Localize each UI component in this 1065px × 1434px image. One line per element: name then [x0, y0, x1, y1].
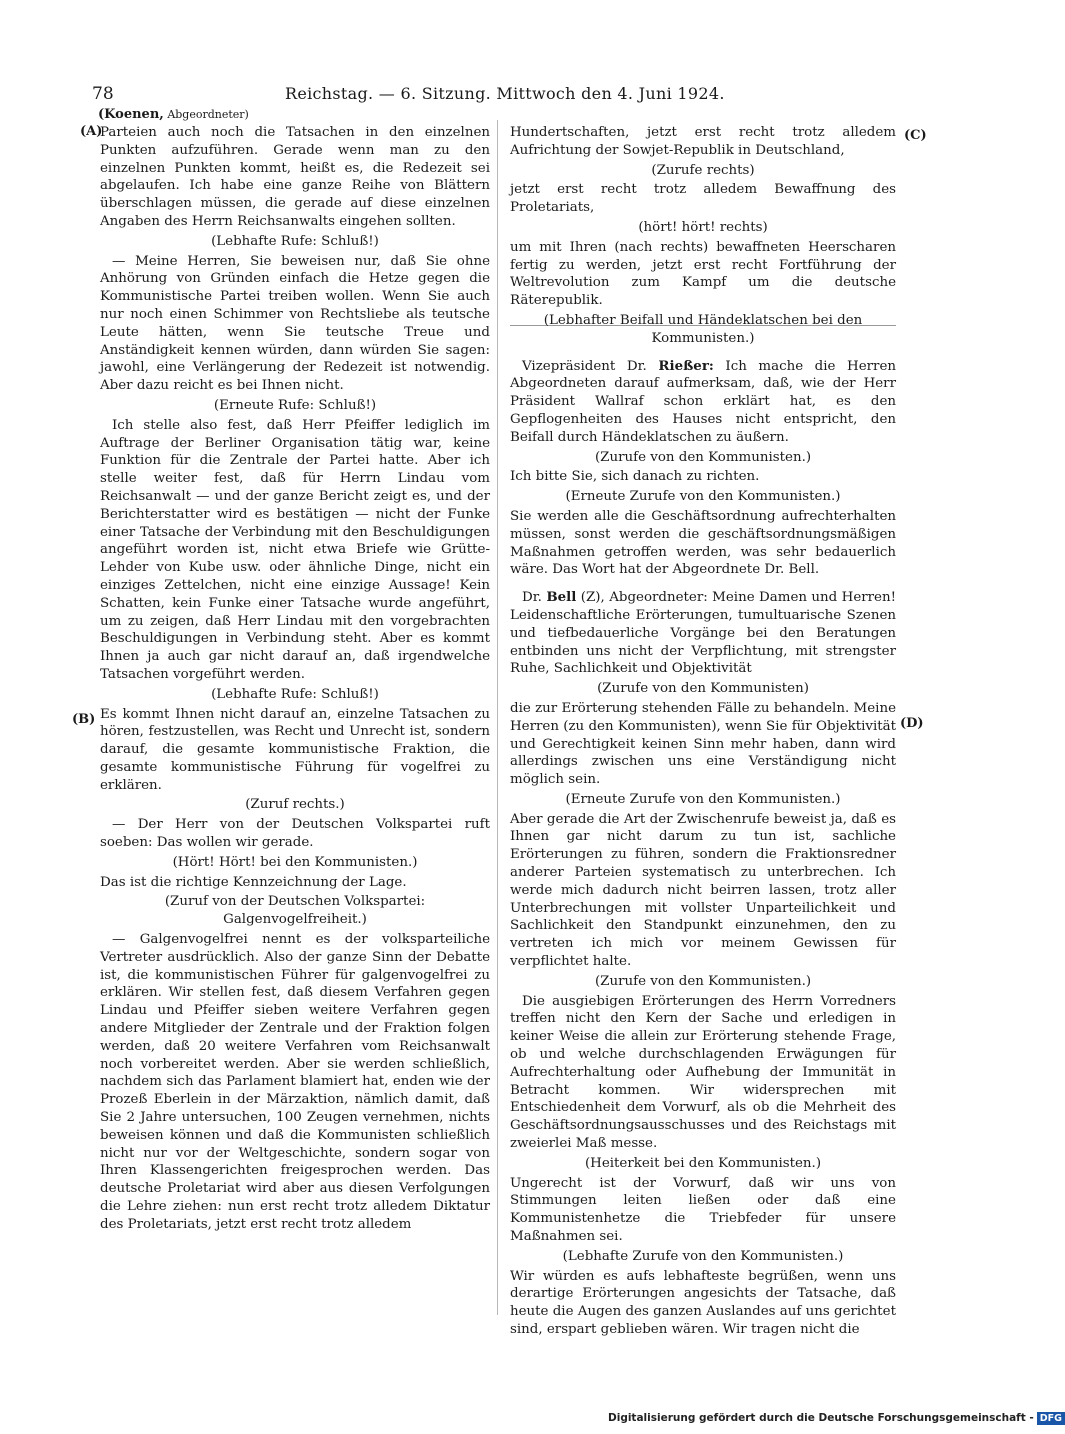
paragraph: Aber gerade die Art der Zwischenrufe beweist ja, daß es Ihnen gar nicht darum zu tun ist, sachliche Erörterungen zu führen, sondern die Fraktionsredner anderer Parteien systematisch zu unterbrechen. Ich werde mich dadurch nicht beirren lassen, trotz aller Unterbrechungen mit vollster Unparteilichkeit und Sachlichkeit den Standpunkt einzunehmen, den zu vertreten ich mich vor meinem Gewissen für verpflichtet halte. [510, 811, 896, 970]
speech-vice-president [510, 358, 896, 447]
speaker-name: Bell [546, 589, 577, 606]
page-header [92, 84, 900, 108]
interjection: (Heiterkeit bei den Kommunisten.) [584, 1155, 822, 1171]
interjection: (Erneute Zurufe von den Kommunisten.) [565, 791, 841, 807]
right-column [510, 124, 896, 1339]
interjection: (Zurufe von den Kommunisten.) [594, 973, 812, 989]
speech-text: Ich mache die Herren Abgeordneten darauf aufmerksam, daß, wie der Herr Präsident Wallraf schon erklärt hat, es den Gepflogenheiten des Hauses nicht entspricht, den Beifall durch Händeklatschen zu äußern. [510, 358, 896, 445]
interjection: (Zurufe von den Kommunisten) [597, 681, 809, 697]
paragraph: jetzt erst recht trotz alledem Bewaffnung des Proletariats, [510, 182, 896, 216]
paragraph: Hundertschaften, jetzt erst recht trotz alledem Aufrichtung der Sowjet-Republik in Deutschland, [510, 125, 896, 158]
margin-marker-a: (A) [80, 124, 103, 139]
paragraph: Ich stelle also fest, daß Herr Pfeiffer lediglich im Auftrage der Berliner Organisation tätig war, keine Funktion für die Zentrale der Partei hatte. Aber ich stelle weiter fest, daß für Herrn Lindau vom Reichsanwalt — und der ganze Bericht zeigt es, und der Berichterstatter wird es bestätigen — nicht der Funke einer Tatsache der Verbindung mit den Beschuldigungen angeführt worden ist, nicht etwa Briefe wie Grütte-Lehder von Kube usw. oder ähnliche Dinge, nicht ein einziges Zettelchen, nicht eine einzige Aussage! Kein Schatten, kein Funke einer Tatsache wurde angeführt, um zu zeigen, daß Herr Lindau mit den vorgebrachten Beschuldigungen in Verbindung steht. Aber es kommt Ihnen ja auch gar nicht darauf an, daß irgendwelche Tatsachen vorgeführt werden. [100, 417, 490, 682]
interjection: (Zuruf von der Deutschen Volkspartei: Galgenvogelfreiheit.) [164, 894, 426, 928]
paragraph: die zur Erörterung stehenden Fälle zu behandeln. Meine Herren (zu den Kommunisten), wenn Sie für Objektivität und Gerechtigkeit keinen Sinn mehr haben, dann wird allerdings zwischen uns eine Verständigung nicht möglich sein. [510, 700, 896, 788]
speaker-role: Abgeordneter) [167, 108, 249, 121]
speaker-continuation [98, 107, 249, 122]
paragraph: — Galgenvogelfrei nennt es der volksparteiliche Vertreter ausdrücklich. Also der ganze Sinn der Debatte ist, die kommunistischen Führer für galgenvogelfrei zu erklären. Wir stellen fest, daß diesem Verfahren gegen Lindau und Pfeiffer sieben weitere Verfahren gegen andere Mitglieder der Zentrale und der Fraktion folgen werden, daß 20 weitere Verfahren vom Reichsanwalt noch vorbereitet werden. Aber sie werden schließlich, nachdem sich das Parlament blamiert hat, enden wie der Prozeß Eberlein in der Märzaktion, nämlich damit, daß Sie 2 Jahre untersuchen, 100 Zeugen vernehmen, nichts beweisen können und daß die Kommunisten schließlich nicht nur vor der Weltgeschichte, sondern sogar von Ihren Klassengerichten freigesprochen werden. Das deutsche Proletariat wird aber aus diesen Verfolgungen die Lehre ziehen: nun erst recht trotz alledem Diktatur des Proletariats, jetzt erst recht trotz alledem [100, 932, 490, 1232]
interjection: (Erneute Zurufe von den Kommunisten.) [565, 489, 841, 505]
paragraph: — Der Herr von der Deutschen Volkspartei ruft soeben: Das wollen wir gerade. [100, 817, 490, 851]
left-column [100, 124, 490, 1234]
running-title: Reichstag. — 6. Sitzung. Mittwoch den 4. Juni 1924. [285, 84, 725, 103]
paragraph: Wir würden es aufs lebhafteste begrüßen, wenn uns derartige Erörterungen angesichts der Tatsache, daß heute die Augen des ganzen Auslandes auf uns gerichtet sind, erspart geblieben wären. Wir tragen nicht die [510, 1268, 896, 1337]
paragraph: Parteien auch noch die Tatsachen in den einzelnen Punkten aufzuführen. Gerade wenn man zu den einzelnen Punkten kommt, heißt es, die Redezeit sei abgelaufen. Ich habe eine ganze Reihe von Blättern überschlagen müssen, die gerade auf diese einzelnen Angaben des Herrn Reichsanwalts eingehen sollten. [100, 125, 490, 229]
interjection: (Lebhafte Rufe: Schluß!) [211, 233, 379, 249]
speaker-role: Dr. [522, 590, 542, 606]
paragraph: um mit Ihren (nach rechts) bewaffneten Heerscharen fertig zu werden, jetzt erst recht Fortführung der Weltrevolution zum Kampf um die deutsche Räterepublik. [510, 239, 896, 309]
funding-footer [608, 1412, 1065, 1425]
paragraph: Sie werden alle die Geschäftsordnung aufrechterhalten müssen, sonst werden die geschäftsordnungsmäßigen Maßnahmen getroffen werden, was sehr bedauerlich wäre. Das Wort hat der Abgeordnete Dr. Bell. [510, 508, 896, 578]
margin-marker-d: (D) [900, 716, 924, 731]
margin-marker-c: (C) [904, 128, 927, 143]
paragraph: Ungerecht ist der Vorwurf, daß wir uns von Stimmungen leiten ließen oder daß eine Kommunistenhetze die Triebfeder für unsere Maßnahmen sei. [510, 1175, 896, 1245]
speech-bell [510, 589, 896, 678]
interjection: (Erneute Rufe: Schluß!) [213, 397, 377, 413]
interjection: (Lebhafte Zurufe von den Kommunisten.) [562, 1248, 844, 1264]
speaker-name: (Koenen, [98, 107, 164, 122]
paragraph: — Meine Herren, Sie beweisen nur, daß Sie ohne Anhörung von Gründen einfach die Hetze gegen die Kommunistische Partei treiben wollen. Wenn Sie auch nur noch einen Schimmer von Rechtsliebe als teutsche Leute hätten, wenn Sie teutsche Treue und Anständigkeit kennen würden, dann würden Sie sagen: jawohl, eine Verlängerung der Redezeit ist notwendig. Aber dazu reicht es bei Ihnen nicht. [100, 253, 490, 394]
interjection: (Lebhafte Rufe: Schluß!) [211, 686, 379, 702]
page-number: 78 [92, 84, 114, 104]
paragraph: Das ist die richtige Kennzeichnung der Lage. [100, 874, 407, 890]
interjection: (Zuruf rechts.) [245, 797, 345, 813]
margin-marker-b: (B) [72, 712, 96, 727]
speech-text: (Z), Abgeordneter: Meine Damen und Herren! Leidenschaftliche Erörterungen, tumultuarische Szenen und tiefbedauerliche Vorgänge bei den Beratungen entbinden uns nicht der Verpflichtung, mit strengster Ruhe, Sachlichkeit und Objektivität [510, 590, 896, 677]
interjection: (Hört! Hört! bei den Kommunisten.) [172, 854, 418, 870]
dfg-logo: DFG [1037, 1412, 1065, 1425]
paragraph: Ich bitte Sie, sich danach zu richten. [510, 469, 760, 485]
footer-text: Digitalisierung gefördert durch die Deutsche Forschungsgemeinschaft - [608, 1412, 1034, 1424]
interjection: (Zurufe von den Kommunisten.) [594, 449, 812, 465]
interjection: (Lebhafter Beifall und Händeklatschen bei den Kommunisten.) [543, 312, 863, 346]
paragraph: Die ausgiebigen Erörterungen des Herrn Vorredners treffen nicht den Kern der Sache und erledigen in keiner Weise die allein zur Erörterung stehende Frage, ob und welche durchschlagenden Erwägungen für Aufrechterhaltung oder Aufhebung der Immunität in Betracht kommen. Wir widersprechen mit Entschiedenheit dem Vorwurf, als ob die Mehrheit des Geschäftsordnungsausschusses und des Reichstags mit zweierlei Maß messe. [510, 993, 896, 1152]
interjection: (hört! hört! rechts) [638, 219, 768, 235]
speaker-name: Rießer: [658, 357, 714, 374]
speaker-role: Vizepräsident Dr. [522, 358, 647, 374]
interjection: (Zurufe rechts) [651, 162, 755, 178]
paragraph: Es kommt Ihnen nicht darauf an, einzelne Tatsachen zu hören, festzustellen, was Recht und Unrecht ist, sondern darauf, die gesamte kommunistische Fraktion, die gesamte kommunistische Führung für vogelfrei zu erklären. [100, 706, 490, 793]
column-divider [497, 120, 498, 1315]
